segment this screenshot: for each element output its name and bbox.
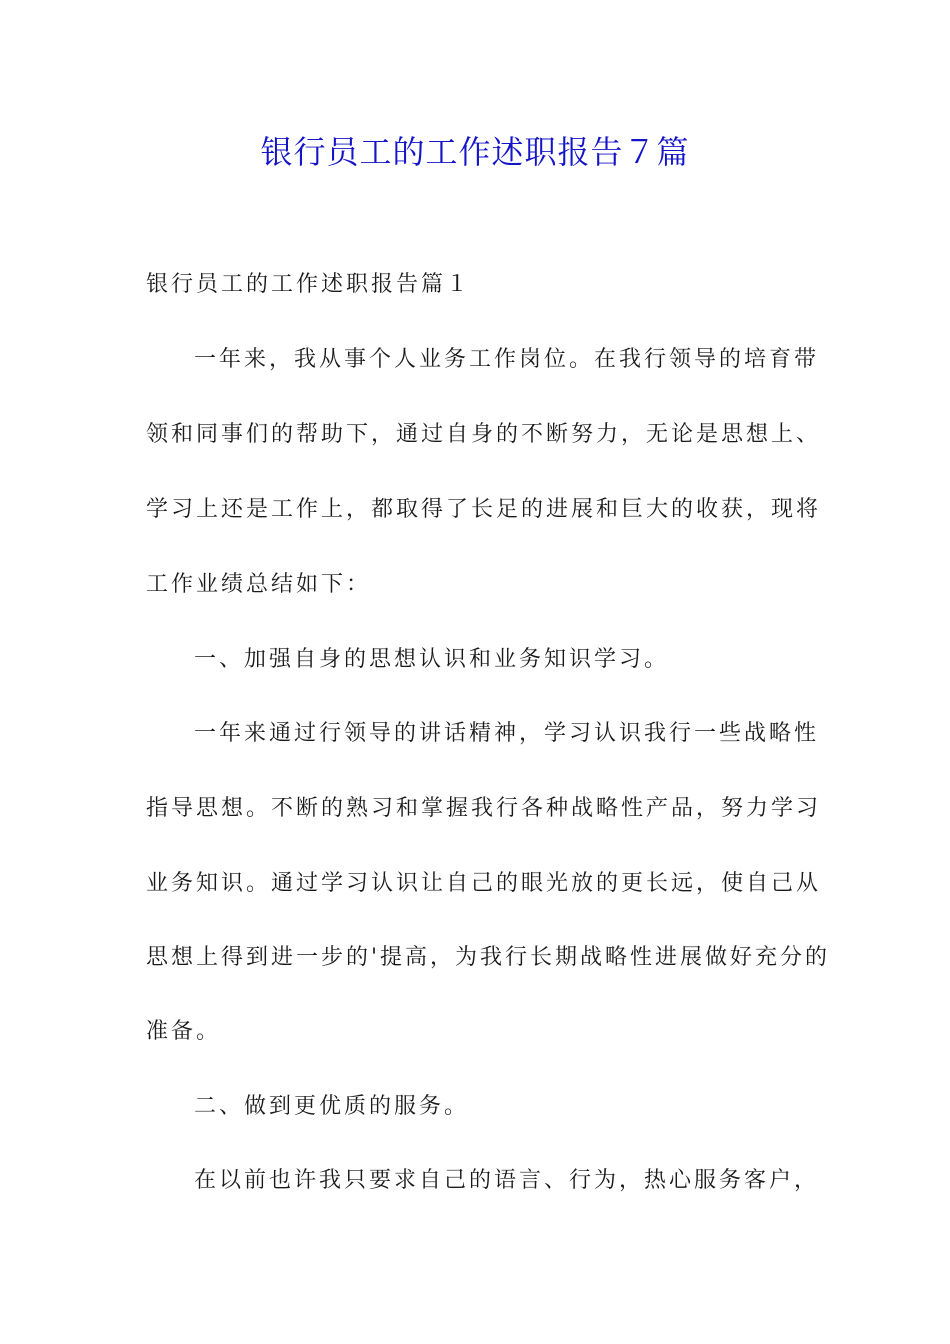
paragraph-line: 业务知识。通过学习认识让自己的眼光放的更长远，使自己从 xyxy=(146,871,822,896)
paragraph-line: 学习上还是工作上，都取得了长足的进展和巨大的收获，现将 xyxy=(146,497,822,522)
section-heading: 银行员工的工作述职报告篇１ xyxy=(146,272,472,297)
paragraph-line: 准备。 xyxy=(146,1019,222,1044)
paragraph-line: 工作业绩总结如下： xyxy=(146,572,372,597)
paragraph-line: 一年来，我从事个人业务工作岗位。在我行领导的培育带 xyxy=(194,347,820,372)
paragraph-line: 指导思想。不断的熟习和掌握我行各种战略性产品，努力学习 xyxy=(146,796,822,821)
paragraph-line: 领和同事们的帮助下，通过自身的不断努力，无论是思想上、 xyxy=(146,422,822,447)
paragraph-line: 思想上得到进一步的'提高，为我行长期战略性进展做好充分的 xyxy=(146,945,831,970)
paragraph-line: 一年来通过行领导的讲话精神，学习认识我行一些战略性 xyxy=(194,721,820,746)
document-title: 银行员工的工作述职报告７篇 xyxy=(260,133,690,171)
list-heading: 一、加强自身的思想认识和业务知识学习。 xyxy=(194,647,670,672)
list-heading: 二、做到更优质的服务。 xyxy=(194,1094,470,1119)
paragraph-line: 在以前也许我只要求自己的语言、行为，热心服务客户， xyxy=(194,1168,820,1193)
